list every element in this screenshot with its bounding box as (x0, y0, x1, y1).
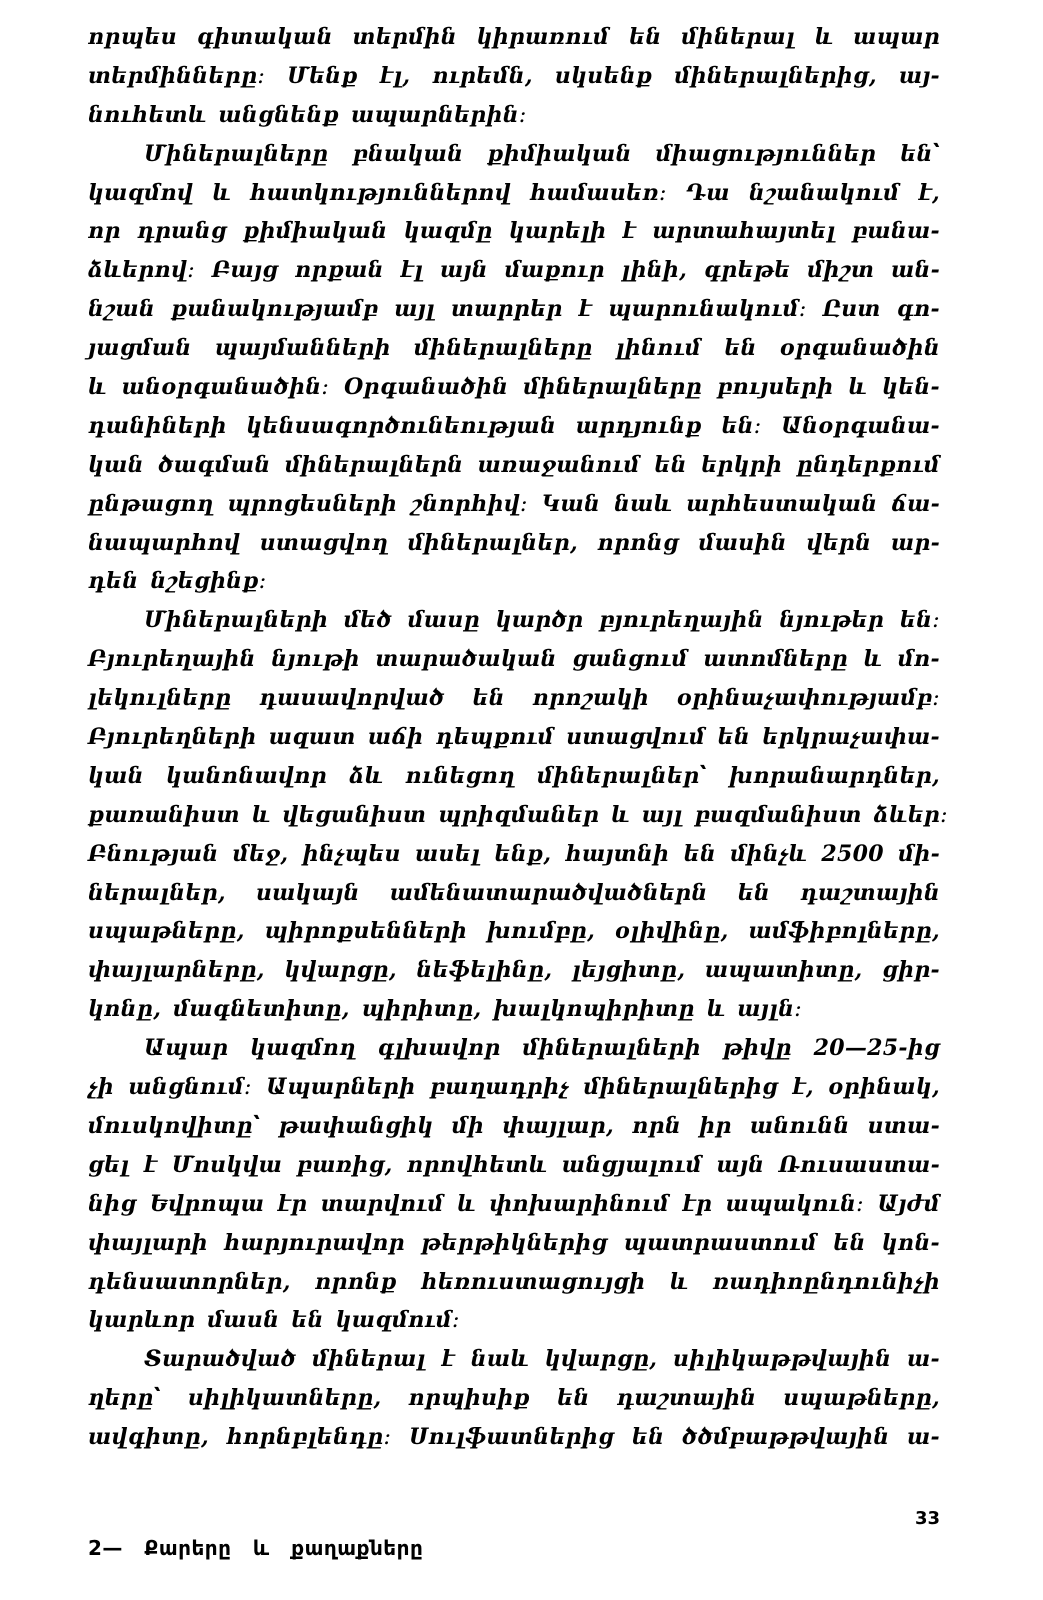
text-line: ձևերով։ Բայց որքան էլ այն մաքուր լինի, գրեթե միշտ ան- (88, 257, 940, 284)
text-line: ցել է Մոսկվա բառից, որովհետև անցյալում այն Ռուսաստա- (88, 1151, 940, 1178)
page-number: 33 (914, 1508, 940, 1529)
text-line: Տարածված միներալ է նաև կվարցը, սիլիկաթթվային ա- (144, 1346, 940, 1373)
text-line: սպաթները, պիրոքսենների խումբը, օլիվինը, ամֆիբոլները, (88, 918, 940, 945)
text-line: կոնը, մագնետիտը, պիրիտը, խալկոպիրիտը և այլն։ (88, 996, 802, 1023)
text-line: ընթացող պրոցեսների շնորհիվ։ Կան նաև արհեստական ճա- (88, 490, 940, 517)
text-line: կարևոր մասն են կազմում։ (88, 1307, 460, 1334)
text-line: ղերը՝ սիլիկատները, որպիսիք են դաշտային սպաթները, (88, 1385, 940, 1412)
text-line: ներալներ, սակայն ամենատարածվածներն են դաշտային (88, 879, 940, 906)
text-line: դենսատորներ, որոնք հեռուստացույցի և ռադիոընդունիչի (88, 1268, 940, 1295)
text-line: դեն նշեցինք։ (88, 568, 267, 595)
text-line: մուսկովիտը՝ թափանցիկ մի փայլար, որն իր անունն ստա- (88, 1112, 940, 1139)
text-line: փայլարները, կվարցը, նեֆելինը, լեյցիտը, ապատիտը, ցիր- (88, 957, 940, 984)
text-line: որ դրանց քիմիական կազմը կարելի է արտահայտել բանա- (88, 218, 940, 245)
text-line: յացման պայմանների միներալները լինում են օրգանածին (88, 335, 940, 362)
text-line: Միներալների մեծ մասը կարծր բյուրեղային նյութեր են։ (144, 607, 940, 634)
body-text (88, 18, 948, 1457)
text-line: Միներալները բնական քիմիական միացություններ են՝ (144, 140, 940, 167)
page-footer (88, 1508, 940, 1570)
text-line: Բյուրեղային նյութի տարածական ցանցում ատոմները և մո- (88, 646, 940, 673)
text-line: կան կանոնավոր ձև ունեցող միներալներ՝ խորանարդներ, (88, 762, 940, 789)
text-line: կազմով և հատկություններով համասեռ։ Դա նշանակում է, (88, 179, 940, 206)
text-line: դանիների կենսագործունեության արդյունք են։ Անօրգանա- (88, 412, 940, 439)
text-line: նից Եվրոպա էր տարվում և փոխարինում էր ապակուն։ Այժմ (88, 1190, 940, 1217)
text-line: և անօրգանածին։ Օրգանածին միներալները բույսերի և կեն- (88, 374, 940, 401)
text-line: Բյուրեղների ազատ աճի դեպքում ստացվում են երկրաչափա- (88, 724, 940, 751)
text-line: լեկուլները դասավորված են որոշակի օրինաչափությամբ։ (88, 685, 940, 712)
text-line: փայլարի հարյուրավոր թերթիկներից պատրաստում են կոն- (88, 1229, 940, 1256)
text-line: նապարհով ստացվող միներալներ, որոնց մասին վերն ար- (88, 529, 940, 556)
text-line: կան ծագման միներալներն առաջանում են երկրի ընդերքում (88, 451, 940, 478)
text-line: Բնության մեջ, ինչպես ասել ենք, հայտնի են մինչև 2500 մի- (88, 840, 940, 867)
text-line: Ապար կազմող գլխավոր միներալների թիվը 20—25-ից (144, 1035, 940, 1062)
text-line: քառանիստ և վեցանիստ պրիզմաներ և այլ բազմանիստ ձևեր։ (88, 801, 948, 828)
text-line: նշան քանակությամբ այլ տարրեր է պարունակում։ Ըստ գո- (88, 296, 940, 323)
text-line: ավգիտը, հորնբլենդը։ Սուլֆատներից են ծծմբաթթվային ա- (88, 1424, 940, 1451)
text-line: չի անցնում։ Ապարների բաղադրիչ միներալներից է, օրինակ, (88, 1074, 940, 1101)
text-line: նուհետև անցնենք ապարներին։ (88, 101, 527, 128)
text-line: տերմինները։ Մենք էլ, ուրեմն, սկսենք միներալներից, այ- (88, 62, 940, 89)
text-line: որպես գիտական տերմին կիրառում են միներալ և ապար (88, 24, 940, 50)
signature-mark: 2— Քարերը և քաղաքները (88, 1536, 424, 1560)
